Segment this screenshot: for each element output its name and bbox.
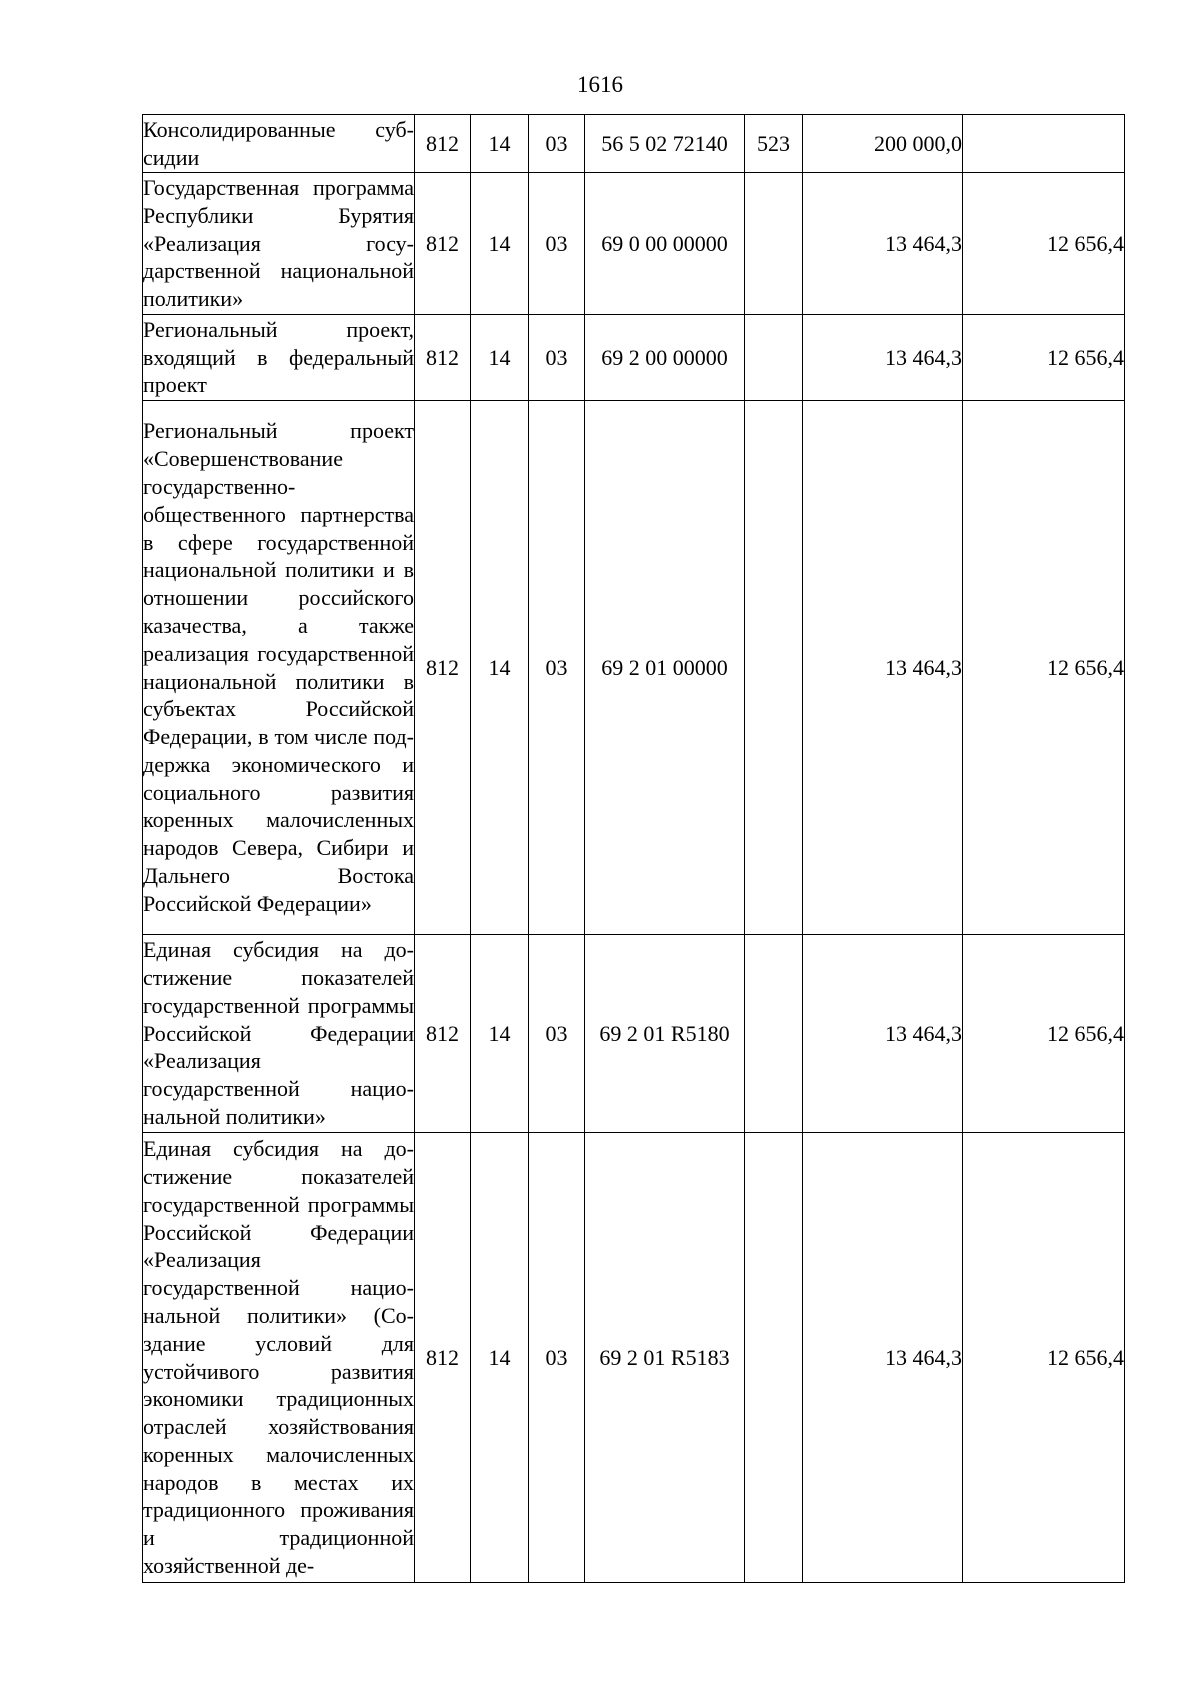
subsection-code: 03 — [529, 1133, 585, 1583]
row-name: Региональный проект, входящий в федеральный проект — [143, 315, 415, 401]
table-row — [143, 115, 1125, 173]
amount-year-1: 13 464,3 — [803, 173, 963, 315]
expense-type-code — [745, 935, 803, 1133]
target-article-code: 56 5 02 72140 — [585, 115, 745, 173]
budget-table — [142, 114, 1125, 1583]
row-name: Единая субсидия на достижение показателей государственной программы Российской Федерации «Реализация государственной национальной политики» (Создание условий для устойчивого развития экономики традиционных отраслей хозяйствования коренных малочисленных народов в местах их традиционного проживания и традиционной хозяйственной де- — [143, 1133, 415, 1583]
subsection-code: 03 — [529, 115, 585, 173]
department-code: 812 — [415, 115, 471, 173]
amount-year-2: 12 656,4 — [963, 173, 1125, 315]
department-code: 812 — [415, 401, 471, 935]
amount-year-1: 13 464,3 — [803, 935, 963, 1133]
amount-year-1: 13 464,3 — [803, 1133, 963, 1583]
amount-year-2: 12 656,4 — [963, 935, 1125, 1133]
subsection-code: 03 — [529, 401, 585, 935]
amount-year-2: 12 656,4 — [963, 1133, 1125, 1583]
expense-type-code: 523 — [745, 115, 803, 173]
section-code: 14 — [471, 173, 529, 315]
expense-type-code — [745, 1133, 803, 1583]
expense-type-code — [745, 173, 803, 315]
amount-year-1: 13 464,3 — [803, 401, 963, 935]
subsection-code: 03 — [529, 935, 585, 1133]
target-article-code: 69 2 01 R5183 — [585, 1133, 745, 1583]
amount-year-1: 200 000,0 — [803, 115, 963, 173]
expense-type-code — [745, 401, 803, 935]
expense-type-code — [745, 315, 803, 401]
table-row — [143, 401, 1125, 935]
table-row — [143, 315, 1125, 401]
target-article-code: 69 2 01 00000 — [585, 401, 745, 935]
target-article-code: 69 0 00 00000 — [585, 173, 745, 315]
subsection-code: 03 — [529, 315, 585, 401]
subsection-code: 03 — [529, 173, 585, 315]
section-code: 14 — [471, 401, 529, 935]
department-code: 812 — [415, 1133, 471, 1583]
amount-year-2: 12 656,4 — [963, 315, 1125, 401]
row-name: Государственная программа Республики Бурятия «Реализация государственной национальной политики» — [143, 173, 415, 315]
amount-year-1: 13 464,3 — [803, 315, 963, 401]
page-number: 1616 — [577, 72, 623, 97]
target-article-code: 69 2 00 00000 — [585, 315, 745, 401]
row-name: Региональный проект «Совершенствование государственно-общественного партнерства в сфере государственной национальной политики и в отношении российского казачества, а также реализация государственной национальной политики в субъектах Российской Федерации, в том числе поддержка экономического и социального развития коренных малочисленных народов Севера, Сибири и Дальнего Востока Российской Федерации» — [143, 401, 415, 935]
table-row — [143, 173, 1125, 315]
section-code: 14 — [471, 1133, 529, 1583]
section-code: 14 — [471, 115, 529, 173]
department-code: 812 — [415, 173, 471, 315]
row-name: Единая субсидия на достижение показателей государственной программы Российской Федерации «Реализация государственной национальной политики» — [143, 935, 415, 1133]
section-code: 14 — [471, 315, 529, 401]
section-code: 14 — [471, 935, 529, 1133]
target-article-code: 69 2 01 R5180 — [585, 935, 745, 1133]
table-row — [143, 1133, 1125, 1583]
department-code: 812 — [415, 315, 471, 401]
department-code: 812 — [415, 935, 471, 1133]
amount-year-2: 12 656,4 — [963, 401, 1125, 935]
amount-year-2 — [963, 115, 1125, 173]
table-row — [143, 935, 1125, 1133]
row-name: Консолидированные субсидии — [143, 115, 415, 173]
